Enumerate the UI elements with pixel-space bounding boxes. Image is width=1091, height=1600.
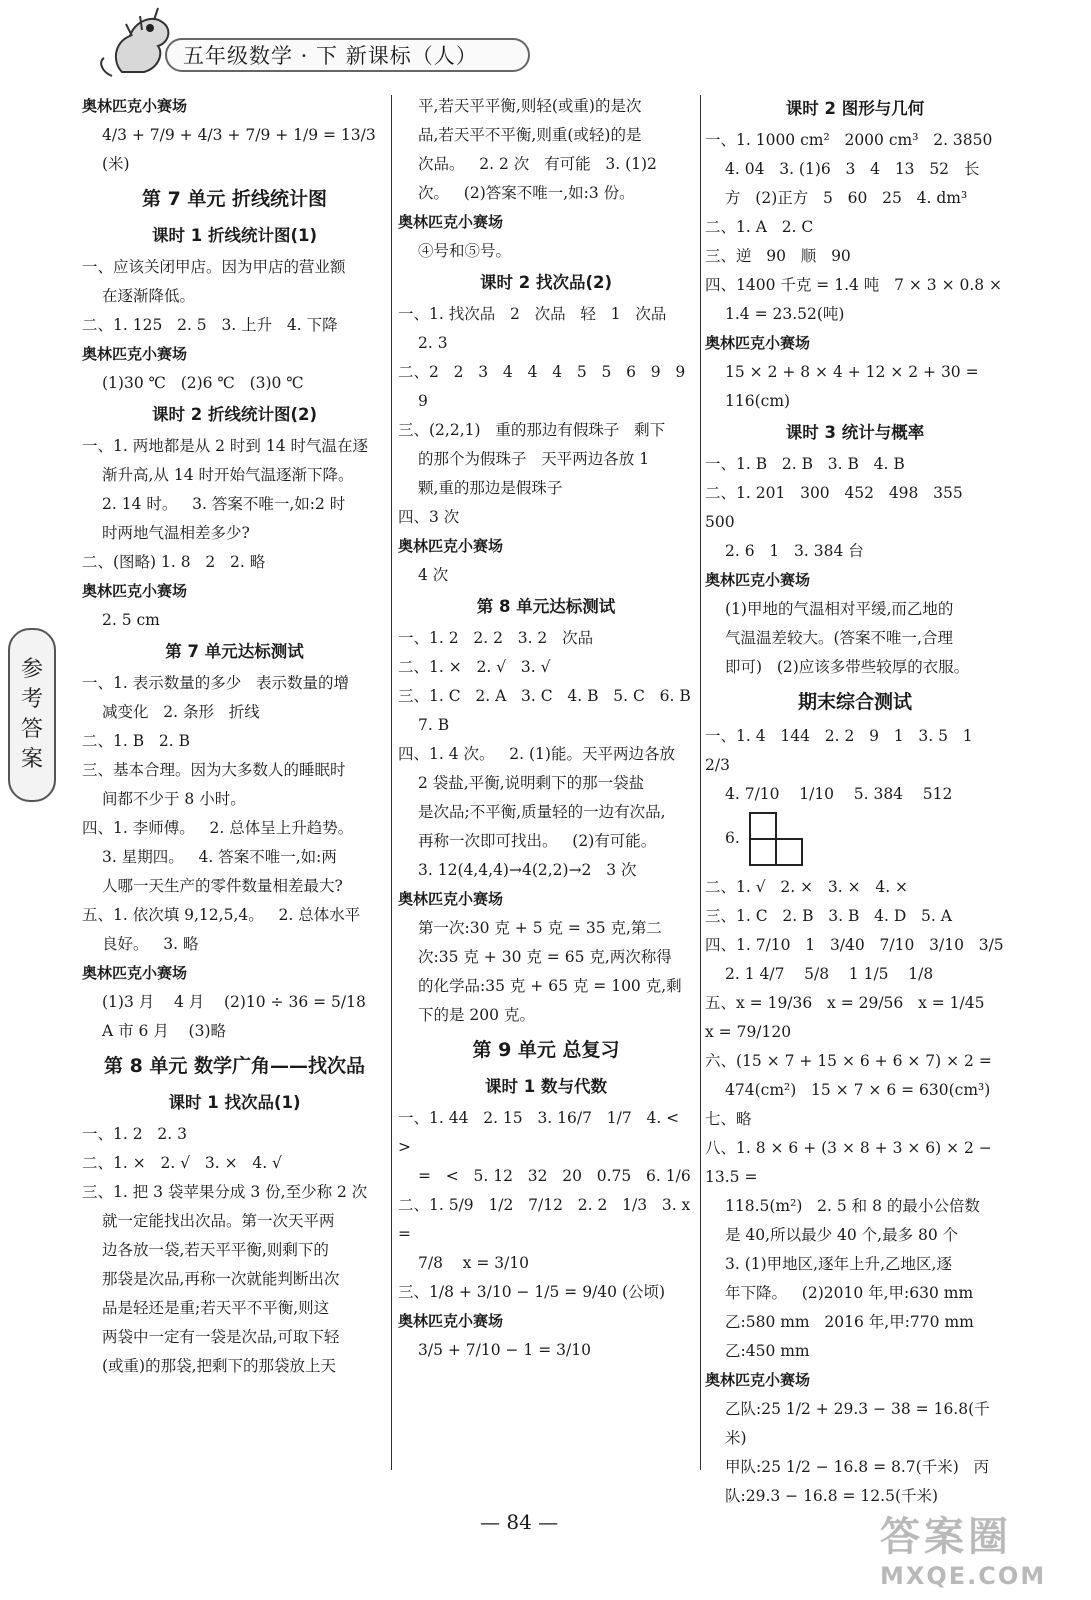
answer-line: 一、1. 44 2. 15 3. 16/7 1/7 4. < >	[398, 1109, 694, 1156]
section-heading: 奥林匹克小赛场	[82, 582, 188, 600]
answer-line: 四、1. 4 次。 2. (1)能。天平两边各放	[398, 745, 675, 763]
answer-line: 三、1. C 2. B 3. B 4. D 5. A	[705, 907, 952, 925]
lesson-title: 课时 2 图形与几何	[785, 99, 925, 118]
answer-line: ④号和⑤号。	[418, 242, 512, 260]
answer-line: 三、1. 把 3 袋苹果分成 3 份,至少称 2 次	[82, 1183, 368, 1201]
answer-line: 次。 (2)答案不唯一,如:3 份。	[418, 184, 635, 202]
answer-line: 乙:450 mm	[725, 1342, 810, 1360]
answer-line: 一、1. 1000 cm² 2000 cm³ 2. 3850	[705, 131, 993, 149]
lesson-title: 课时 1 数与代数	[485, 1077, 607, 1096]
section-heading: 奥林匹克小赛场	[705, 334, 811, 352]
page-number: — 84 —	[480, 1510, 559, 1534]
answer-column-2	[398, 92, 694, 1365]
answer-line: 4/3 + 7/9 + 4/3 + 7/9 + 1/9 = 13/3 (米)	[102, 126, 381, 173]
answer-line: 五、x = 19/36 x = 29/56 x = 1/45 x = 79/120	[705, 994, 1000, 1041]
answer-line: 方 (2)正方 5 60 25 4. dm³	[725, 189, 968, 207]
answer-line: 四、3 次	[398, 508, 460, 526]
answer-line-figure	[705, 809, 1005, 873]
answer-line: 下的是 200 克。	[418, 1006, 535, 1024]
answer-line: 两袋中一定有一袋是次品,可取下轻	[102, 1328, 340, 1346]
column-divider	[700, 95, 701, 1470]
answer-line: 2 袋盐,平衡,说明剩下的那一袋盐	[418, 774, 645, 792]
answer-line: 三、1. C 2. A 3. C 4. B 5. C 6. B	[398, 687, 691, 705]
answer-line: 八、1. 8 × 6 + (3 × 8 + 3 × 6) × 2 − 13.5 =	[705, 1139, 997, 1186]
answer-line: 二、1. × 2. √ 3. × 4. √	[82, 1154, 282, 1172]
lesson-title: 课时 1 折线统计图(1)	[151, 226, 318, 245]
answer-line: 一、1. B 2. B 3. B 4. B	[705, 455, 905, 473]
answer-line: 的化学品:35 克 + 65 克 = 100 克,剩	[418, 977, 682, 995]
section-heading: 奥林匹克小赛场	[398, 213, 504, 231]
answer-line: 三、1/8 + 3/10 − 1/5 = 9/40 (公顷)	[398, 1283, 666, 1301]
answer-line: 四、1400 千克 = 1.4 吨 7 × 3 × 0.8 ×	[705, 276, 1003, 294]
answer-line: 是 40,所以最少 40 个,最多 80 个	[725, 1226, 959, 1244]
answer-line: 颗,重的那边是假珠子	[418, 479, 563, 497]
answer-line: 第一次:30 克 + 5 克 = 35 克,第二	[418, 919, 662, 937]
answer-line: 三、(2,2,1) 重的那边有假珠子 剩下	[398, 421, 666, 439]
answer-line: (1)30 ℃ (2)6 ℃ (3)0 ℃	[102, 374, 304, 392]
reference-answers-tab	[8, 628, 56, 802]
section-heading: 奥林匹克小赛场	[398, 537, 504, 555]
answer-line: = < 5. 12 32 20 0.75 6. 1/6	[418, 1167, 691, 1185]
answer-line: 人哪一天生产的零件数量相差最大?	[102, 877, 343, 895]
answer-line: 减变化 2. 条形 折线	[102, 703, 260, 721]
answer-line: 二、1. √ 2. × 3. × 4. ×	[705, 878, 909, 896]
answer-line: 2. 1 4/7 5/8 1 1/5 1/8	[725, 965, 934, 983]
side-tab-char: 案	[20, 747, 43, 772]
answer-line: 二、1. B 2. B	[82, 732, 190, 750]
answer-line: 2. 14 时。 3. 答案不唯一,如:2 时	[102, 495, 346, 513]
answer-line: 一、1. 4 144 2. 2 9 1 3. 5 1 2/3	[705, 727, 988, 774]
unit-title: 期末综合测试	[797, 691, 912, 713]
answer-line: 三、基本合理。因为大多数人的睡眠时	[82, 761, 346, 779]
answer-line: 边各放一袋,若天平平衡,则剩下的	[102, 1241, 329, 1259]
answer-line: 二、(图略) 1. 8 2 2. 略	[82, 553, 266, 571]
section-heading: 奥林匹克小赛场	[82, 345, 188, 363]
answer-column-3	[705, 92, 1005, 1511]
answer-line: 9	[418, 392, 428, 410]
answer-line: 次:35 克 + 30 克 = 65 克,两次称得	[418, 948, 672, 966]
section-heading: 奥林匹克小赛场	[705, 571, 811, 589]
answer-line: 15 × 2 + 8 × 4 + 12 × 2 + 30 = 116(cm)	[725, 363, 984, 410]
answer-line: 3/5 + 7/10 − 1 = 3/10	[418, 1341, 591, 1359]
answer-line: 二、1. A 2. C	[705, 218, 814, 236]
answer-line: 乙:580 mm 2016 年,甲:770 mm	[725, 1313, 974, 1331]
answer-line: (1)3 月 4 月 (2)10 ÷ 36 = 5/18	[102, 993, 366, 1011]
answer-line: 4. 7/10 1/10 5. 384 512	[725, 785, 953, 803]
unit-title: 第 8 单元 数学广角——找次品	[103, 1055, 366, 1077]
header-title: 五年级数学 · 下 新课标（人）	[165, 38, 530, 72]
side-tab-char: 答	[20, 717, 43, 742]
answer-line: 间都不少于 8 小时。	[102, 790, 246, 808]
section-heading: 奥林匹克小赛场	[705, 1371, 811, 1389]
answer-line: 7/8 x = 3/10	[418, 1254, 530, 1272]
answer-line: (或重)的那袋,把剩下的那袋放上天	[102, 1357, 337, 1375]
answer-line: 二、2 2 3 4 4 4 5 5 6 9 9	[398, 363, 686, 381]
side-tab-char: 考	[20, 687, 43, 712]
answer-line: 118.5(m²) 2. 5 和 8 的最小公倍数	[725, 1197, 980, 1215]
answer-line: 1.4 = 23.52(吨)	[725, 305, 845, 323]
watermark-logo-text: 答案圈	[880, 1514, 1012, 1560]
answer-line: 一、1. 表示数量的多少 表示数量的增	[82, 674, 349, 692]
answer-line: 乙队:25 1/2 + 29.3 − 38 = 16.8(千米)	[725, 1400, 990, 1447]
answer-line: 再称一次即可找出。 (2)有可能。	[418, 832, 657, 850]
answer-line: 474(cm²) 15 × 7 × 6 = 630(cm³)	[725, 1081, 991, 1099]
answer-line: 一、1. 2 2. 3	[82, 1125, 187, 1143]
answer-line: 一、应该关闭甲店。因为甲店的营业额	[82, 258, 346, 276]
answer-line: 3. 12(4,4,4)→4(2,2)→2 3 次	[418, 861, 637, 879]
answer-line: 年下降。 (2)2010 年,甲:630 mm	[725, 1284, 974, 1302]
answer-line: 二、1. 5/9 1/2 7/12 2. 2 1/3 3. x =	[398, 1196, 696, 1243]
side-tab-char: 参	[20, 657, 43, 682]
site-watermark	[880, 1505, 1080, 1597]
answer-line: 七、略	[705, 1110, 752, 1128]
answer-line: 的那个为假珠子 天平两边各放 1	[418, 450, 650, 468]
answer-line: 2. 6 1 3. 384 台	[725, 542, 864, 560]
answer-line: 品是轻还是重;若天平不平衡,则这	[102, 1299, 330, 1317]
lesson-title: 第 7 单元达标测试	[165, 642, 304, 661]
watermark-url: MXQE.COM	[880, 1562, 1047, 1590]
answer-line: 时两地气温相差多少?	[102, 524, 250, 542]
answer-line: 是次品;不平衡,质量轻的一边有次品,	[418, 803, 666, 821]
answer-line: 平,若天平平衡,则轻(或重)的是次	[418, 97, 642, 115]
answer-line: A 市 6 月 (3)略	[102, 1022, 227, 1040]
lesson-title: 第 8 单元达标测试	[476, 597, 616, 616]
unit-title: 第 7 单元 折线统计图	[141, 188, 328, 210]
answer-line: 一、1. 2 2. 2 3. 2 次品	[398, 629, 594, 647]
answer-line: 那袋是次品,再称一次就能判断出次	[102, 1270, 340, 1288]
unit-title: 第 9 单元 总复习	[472, 1039, 620, 1061]
lesson-title: 课时 1 找次品(1)	[168, 1093, 301, 1112]
answer-line: 良好。 3. 略	[102, 935, 199, 953]
section-heading: 奥林匹克小赛场	[82, 964, 188, 982]
answer-line: 一、1. 两地都是从 2 时到 14 时气温在逐	[82, 437, 369, 455]
answer-line: 甲队:25 1/2 − 16.8 = 8.7(千米) 丙	[725, 1458, 990, 1476]
column-divider	[391, 95, 392, 1470]
answer-line: 四、1. 李师傅。 2. 总体呈上升趋势。	[82, 819, 354, 837]
answer-column-1	[82, 92, 387, 1381]
answer-line: 3. (1)甲地区,逐年上升,乙地区,逐	[725, 1255, 952, 1273]
answer-line: (1)甲地的气温相对平缓,而乙地的	[725, 600, 954, 618]
answer-line: 二、1. 125 2. 5 3. 上升 4. 下降	[82, 316, 338, 334]
answer-line: 2. 5 cm	[102, 611, 160, 629]
lesson-title: 课时 2 找次品(2)	[479, 273, 613, 292]
answer-line: 2. 3	[418, 334, 448, 352]
answer-line: 品,若天平不平衡,则重(或轻)的是	[418, 126, 642, 144]
lesson-title: 课时 2 折线统计图(2)	[151, 405, 318, 424]
section-heading: 奥林匹克小赛场	[82, 97, 188, 115]
answer-line: 4. 04 3. (1)6 3 4 13 52 长	[725, 160, 980, 178]
answer-line: 二、1. × 2. √ 3. √	[398, 658, 551, 676]
square-figure-icon	[750, 813, 802, 865]
answer-line: 3. 星期四。 4. 答案不唯一,如:两	[102, 848, 337, 866]
lesson-title: 课时 3 统计与概率	[785, 423, 925, 442]
answer-line: 就一定能找出次品。第一次天平两	[102, 1212, 335, 1230]
answer-line: 4 次	[418, 566, 449, 584]
answer-label: 6.	[725, 829, 740, 847]
answer-line: 次品。 2. 2 次 有可能 3. (1)2	[418, 155, 657, 173]
answer-line: 即可) (2)应该多带些较厚的衣服。	[725, 658, 970, 676]
answer-line: 二、1. 201 300 452 498 355 500	[705, 484, 978, 531]
answer-line: 一、1. 找次品 2 次品 轻 1 次品	[398, 305, 667, 323]
section-heading: 奥林匹克小赛场	[398, 1312, 504, 1330]
answer-line: 五、1. 依次填 9,12,5,4。 2. 总体水平	[82, 906, 361, 924]
answer-line: 7. B	[418, 716, 450, 734]
answer-line: 气温温差较大。(答案不唯一,合理	[725, 629, 953, 647]
answer-line: 渐升高,从 14 时开始气温逐渐下降。	[102, 466, 354, 484]
answer-line: 队:29.3 − 16.8 = 12.5(千米)	[725, 1487, 939, 1505]
answer-line: 在逐渐降低。	[102, 287, 196, 305]
answer-line: 六、(15 × 7 + 15 × 6 + 6 × 7) × 2 =	[705, 1052, 992, 1070]
section-heading: 奥林匹克小赛场	[398, 890, 504, 908]
answer-line: 三、逆 90 顺 90	[705, 247, 851, 265]
answer-line: 四、1. 7/10 1 3/40 7/10 3/10 3/5	[705, 936, 1004, 954]
